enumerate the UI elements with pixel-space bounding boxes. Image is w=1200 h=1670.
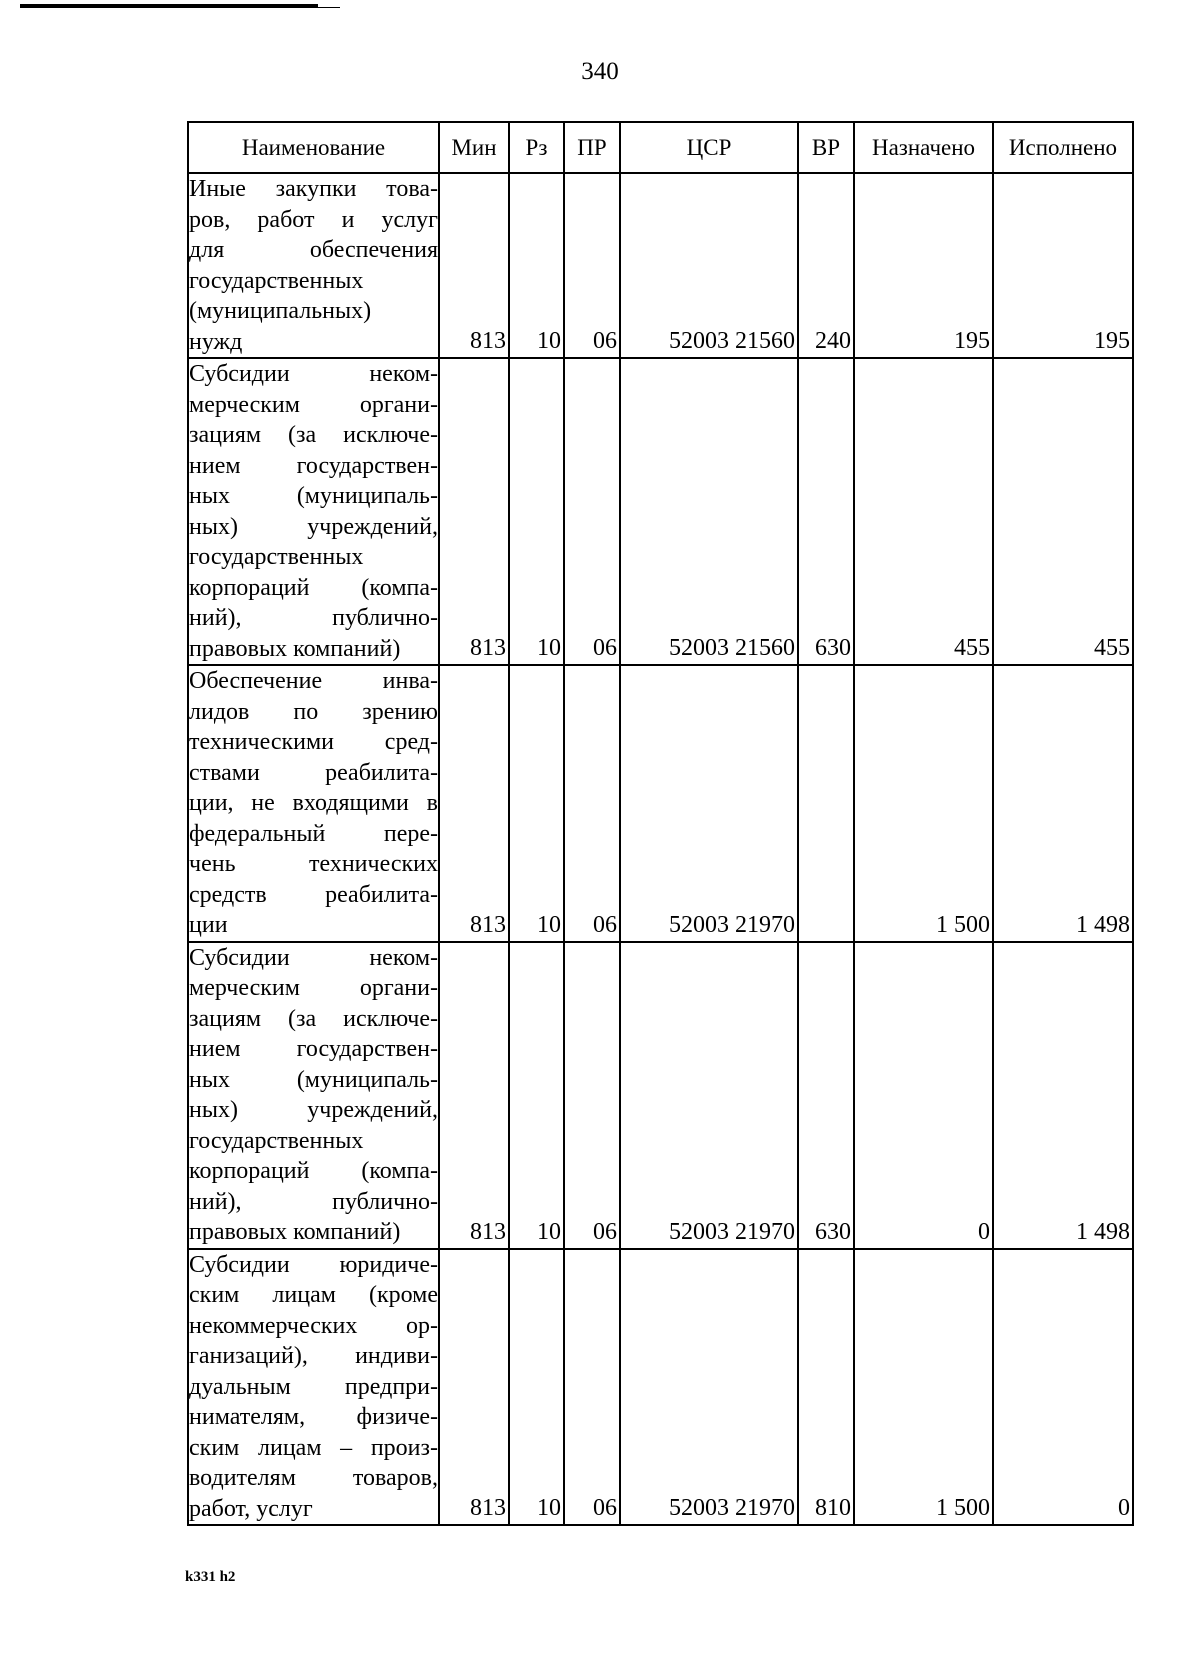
name-line: для обеспечения (189, 237, 438, 263)
header-min: Мин (439, 122, 509, 173)
name-line: корпораций (компа- (189, 574, 438, 601)
name-line: ний), публично- (189, 1188, 438, 1215)
name-line: Субсидии юридиче- (189, 1251, 438, 1278)
name-line: средств реабилита- (189, 881, 438, 908)
cell-executed: 1 498 (993, 665, 1133, 942)
header-pr: ПР (564, 122, 620, 173)
name-line: ским лицам – произ- (189, 1434, 438, 1461)
name-line: правовых компаний) (189, 1219, 401, 1245)
cell-name (188, 942, 439, 1249)
header-csr: ЦСР (620, 122, 798, 173)
top-rule-thin (230, 7, 340, 8)
name-line: чень технических (189, 851, 438, 877)
cell-name (188, 665, 439, 942)
cell-rz: 10 (509, 358, 564, 665)
cell-assigned: 0 (854, 942, 993, 1249)
cell-min: 813 (439, 942, 509, 1249)
cell-min: 813 (439, 358, 509, 665)
cell-pr: 06 (564, 173, 620, 358)
name-line: ний), публично- (189, 605, 438, 631)
name-line: ров, работ и услуг (189, 206, 438, 233)
cell-pr: 06 (564, 358, 620, 665)
cell-vr (798, 665, 854, 942)
cell-assigned: 195 (854, 173, 993, 358)
name-line: корпораций (компа- (189, 1158, 438, 1184)
name-line: мерческим органи- (189, 975, 438, 1001)
cell-assigned: 1 500 (854, 665, 993, 942)
header-name: Наименование (188, 122, 439, 173)
cell-name (188, 173, 439, 358)
name-line: ствами реабилита- (189, 759, 438, 786)
table-row (188, 942, 1133, 1249)
cell-csr: 52003 21970 (620, 942, 798, 1249)
footer-code: k331 h2 (185, 1569, 236, 1585)
cell-executed: 455 (993, 358, 1133, 665)
name-line: ных) учреждений, (189, 1097, 438, 1123)
cell-pr: 06 (564, 665, 620, 942)
name-line: нием государствен- (189, 1036, 438, 1062)
name-line: водителям товаров, (189, 1465, 438, 1491)
cell-name (188, 1249, 439, 1526)
name-line: нужд (189, 328, 243, 355)
cell-name (188, 358, 439, 665)
name-line: зациям (за исключе- (189, 1005, 438, 1032)
cell-rz: 10 (509, 665, 564, 942)
name-line: государственных (189, 544, 364, 570)
name-line: мерческим органи- (189, 391, 438, 418)
name-line: Субсидии неком- (189, 361, 438, 387)
cell-rz: 10 (509, 173, 564, 358)
name-line: ции, не входящими в (189, 790, 438, 816)
name-line: нием государствен- (189, 452, 438, 479)
page-number: 340 (581, 58, 619, 85)
cell-executed: 195 (993, 173, 1133, 358)
cell-vr: 240 (798, 173, 854, 358)
name-line: ским лицам (кроме (189, 1282, 438, 1308)
cell-csr: 52003 21970 (620, 1249, 798, 1526)
name-line: ганизаций), индиви- (189, 1343, 438, 1369)
name-line: Обеспечение инва- (189, 668, 438, 694)
table-row (188, 358, 1133, 665)
name-line: некоммерческих ор- (189, 1312, 438, 1339)
cell-executed: 1 498 (993, 942, 1133, 1249)
cell-min: 813 (439, 1249, 509, 1526)
table-row (188, 173, 1133, 358)
name-line: (муниципальных) (189, 298, 372, 324)
header-executed: Исполнено (993, 122, 1133, 173)
name-line: федеральный пере- (189, 820, 438, 847)
name-line: ных) учреждений, (189, 513, 438, 540)
budget-table (187, 121, 1134, 1526)
name-line: зациям (за исключе- (189, 422, 438, 448)
cell-vr: 630 (798, 942, 854, 1249)
name-line: Субсидии неком- (189, 944, 438, 971)
header-vr: ВР (798, 122, 854, 173)
cell-assigned: 1 500 (854, 1249, 993, 1526)
cell-executed: 0 (993, 1249, 1133, 1526)
name-line: государственных (189, 267, 364, 294)
name-line: ции (189, 912, 228, 938)
name-line: нимателям, физиче- (189, 1404, 438, 1430)
name-line: дуальным предпри- (189, 1373, 438, 1400)
cell-vr: 630 (798, 358, 854, 665)
cell-pr: 06 (564, 942, 620, 1249)
cell-min: 813 (439, 665, 509, 942)
cell-rz: 10 (509, 1249, 564, 1526)
cell-assigned: 455 (854, 358, 993, 665)
name-line: правовых компаний) (189, 635, 401, 662)
name-line: работ, услуг (189, 1495, 313, 1522)
cell-pr: 06 (564, 1249, 620, 1526)
cell-csr: 52003 21560 (620, 358, 798, 665)
cell-csr: 52003 21970 (620, 665, 798, 942)
cell-min: 813 (439, 173, 509, 358)
name-line: государственных (189, 1127, 364, 1154)
table-row (188, 1249, 1133, 1526)
header-rz: Рз (509, 122, 564, 173)
header-assigned: Назначено (854, 122, 993, 173)
cell-vr: 810 (798, 1249, 854, 1526)
table-row (188, 665, 1133, 942)
name-line: лидов по зрению (189, 698, 438, 725)
cell-rz: 10 (509, 942, 564, 1249)
name-line: ных (муниципаль- (189, 483, 438, 509)
cell-csr: 52003 21560 (620, 173, 798, 358)
table-body (188, 173, 1133, 1525)
table-header-row (188, 122, 1133, 173)
name-line: техническими сред- (189, 729, 438, 755)
name-line: ных (муниципаль- (189, 1066, 438, 1093)
name-line: Иные закупки това- (189, 176, 438, 202)
